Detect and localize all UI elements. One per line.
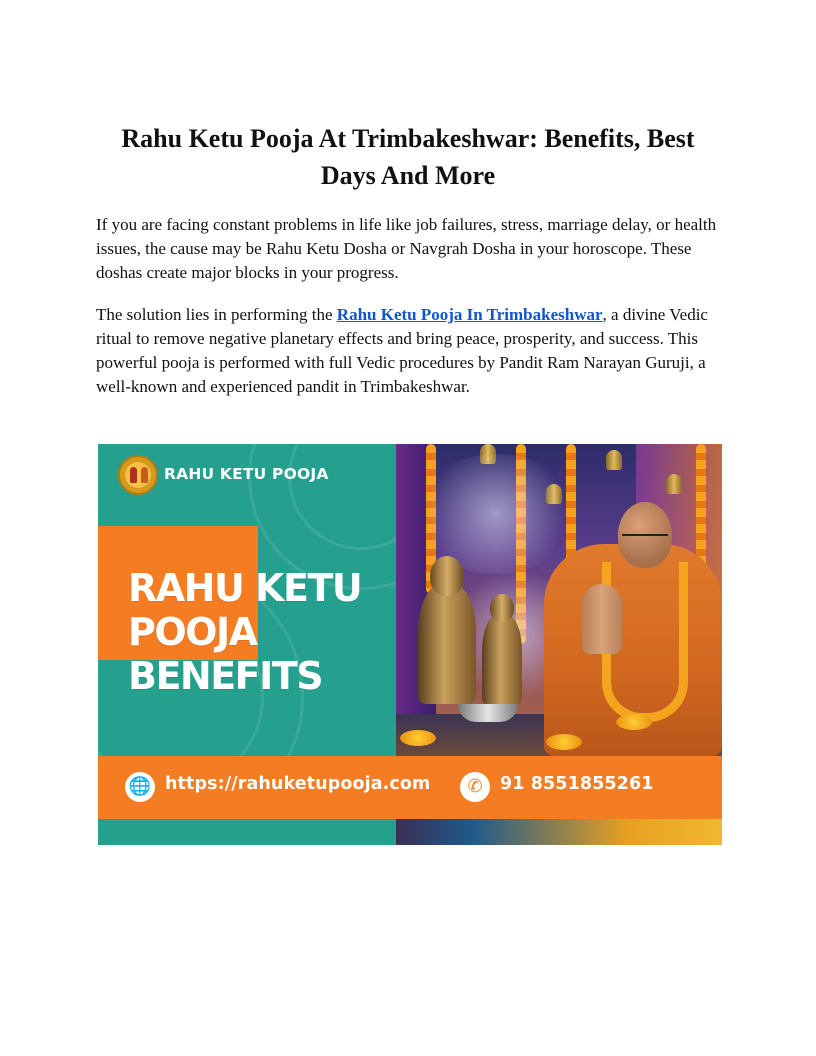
banner-headline — [128, 566, 361, 698]
pooja-photo — [396, 444, 722, 756]
intro-paragraph: If you are facing constant problems in life like job failures, stress, marriage delay, or health issues, the cause may be Rahu Ketu Dosha or Navgrah Dosha in your horoscope. These doshas create major blocks in your progress. — [96, 215, 717, 282]
temple-bell-icon — [666, 474, 682, 494]
document-title: Rahu Ketu Pooja At Trimbakeshwar: Benefits, Best Days And More — [121, 124, 695, 190]
headline-line-3: BENEFITS — [128, 654, 323, 698]
solution-text-end: , a divine Vedic ritual to remove negative planetary effects and bring peace, prosperity, and success. This powerful pooja is performed with full Vedic procedures by Pandit Ram Narayan Guruji, a well-known and experienced pandit in Trimbakeshwar. — [96, 305, 708, 396]
contact-bar — [98, 756, 722, 819]
phone-icon: ✆ — [460, 772, 490, 802]
praying-hands — [582, 584, 622, 654]
deity-idol-head — [490, 594, 514, 622]
headline-line-1: RAHU KETU — [128, 566, 362, 610]
website-url: https://rahuketupooja.com — [165, 774, 431, 794]
phone-number: 91 8551855261 — [500, 774, 654, 794]
solution-paragraph — [96, 303, 720, 399]
temple-bell-icon — [606, 450, 622, 470]
brand-name: RAHU KETU POOJA — [164, 465, 329, 483]
deity-idol-head — [430, 556, 464, 596]
flower-offering — [546, 734, 582, 750]
headline-line-2: POOJA — [128, 610, 257, 654]
pooja-banner-image — [98, 444, 722, 845]
rahu-ketu-pooja-link[interactable]: Rahu Ketu Pooja In Trimbakeshwar — [336, 305, 603, 324]
flower-offering — [400, 730, 436, 746]
deity-idol — [482, 614, 522, 706]
flower-offering — [616, 714, 652, 730]
banner-left-panel — [98, 444, 396, 756]
priest-glasses — [622, 534, 668, 542]
banner-bottom-strip — [98, 819, 722, 845]
globe-icon: 🌐 — [125, 772, 155, 802]
brand-logo-icon — [118, 455, 158, 495]
brass-lamp — [458, 704, 518, 722]
solution-text-start: The solution lies in performing the — [96, 305, 337, 324]
deity-idol — [418, 584, 476, 704]
incense-smoke — [416, 454, 576, 574]
